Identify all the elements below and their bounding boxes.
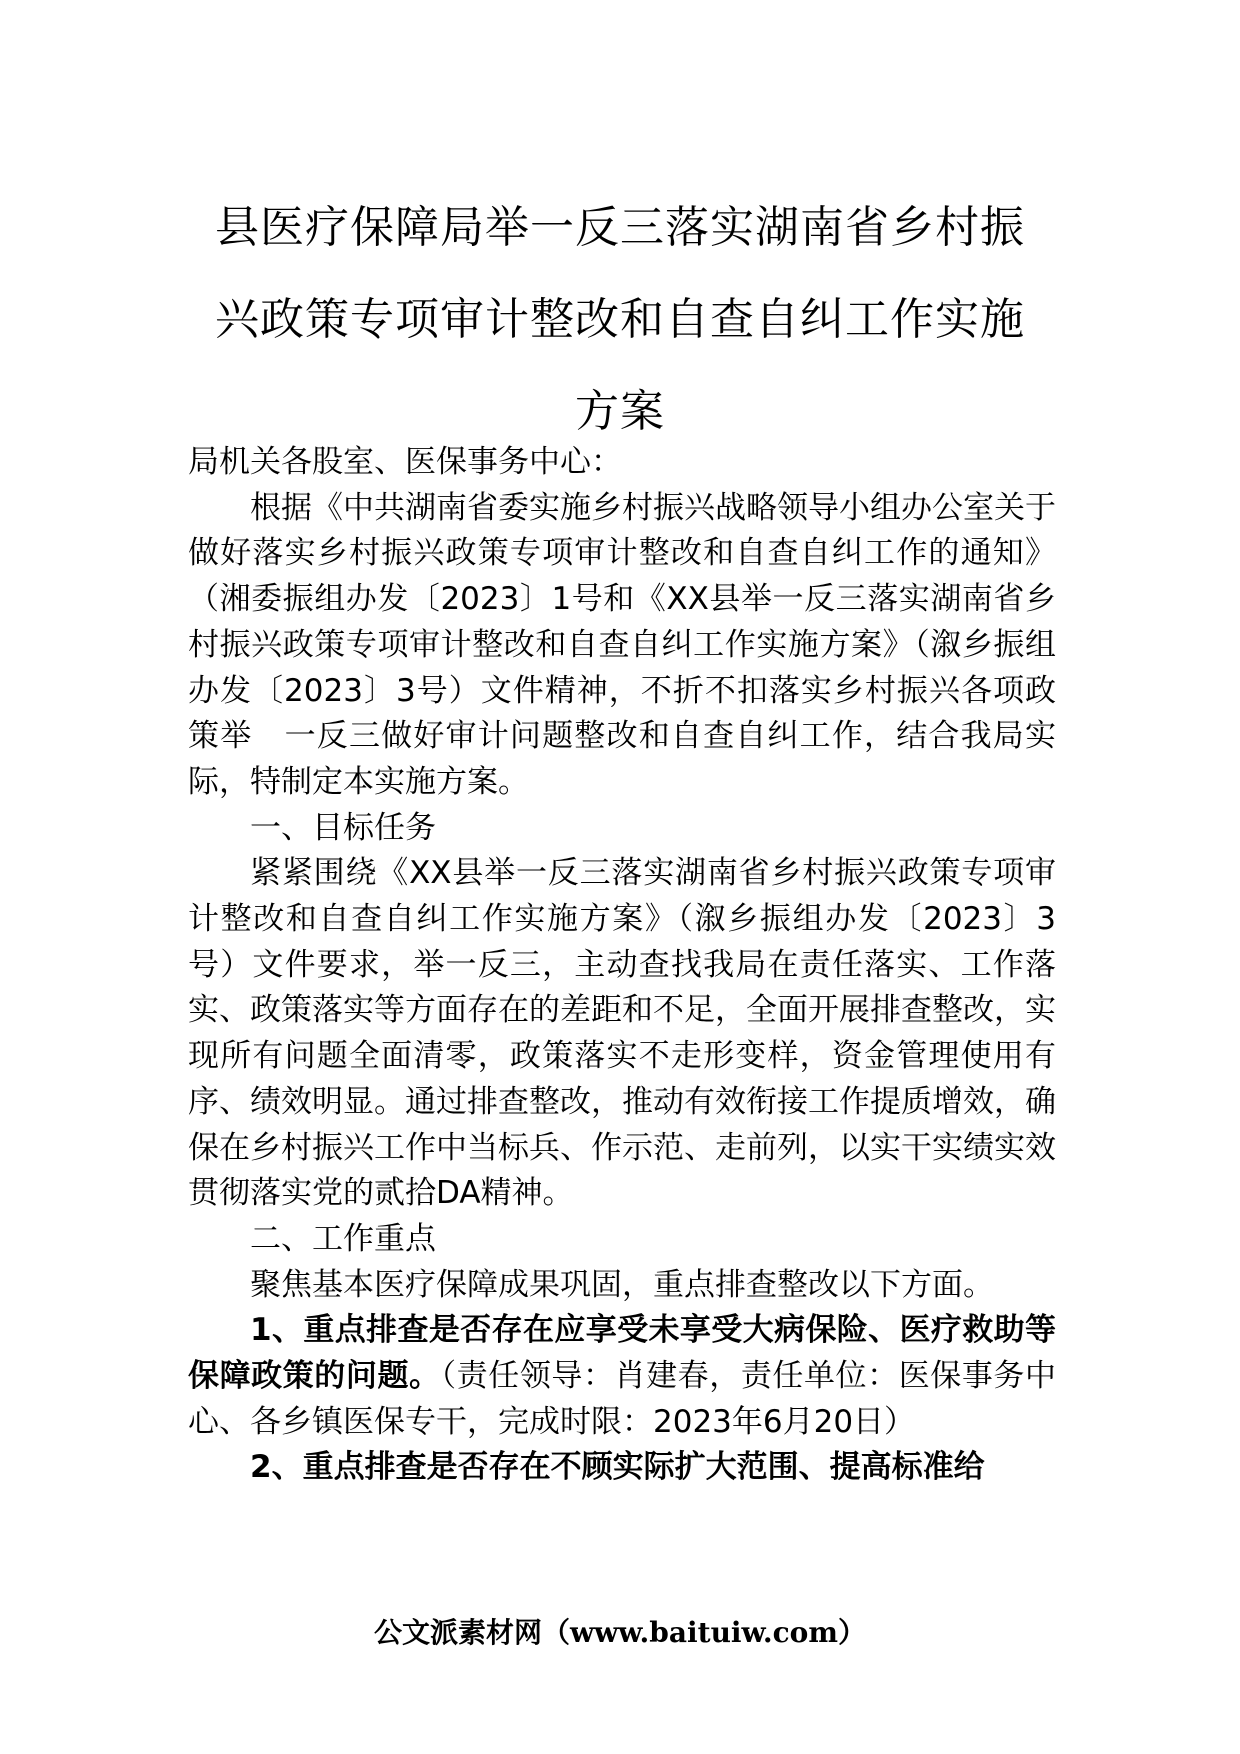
focus-item-1-heading: 1、重点排查是否存在应享受未享受大病保险、医疗救助等保障政策的问题。: [188, 1312, 1056, 1395]
focus-item-1-detail: （责任领导：肖建春，责任单位：医保事务中心、各乡镇医保专干，完成时限：2023年6月20日）: [188, 1358, 1056, 1440]
focus-item-2-heading: 2、重点排查是否存在不顾实际扩大范围、提高标准给: [250, 1449, 985, 1486]
title-line-1: 县医疗保障局举一反三落实湖南省乡村振: [215, 202, 1025, 253]
paragraph-focus-intro: 聚焦基本医疗保障成果巩固，重点排查整改以下方面。: [250, 1266, 994, 1303]
section-heading-focus: 二、工作重点: [250, 1220, 436, 1257]
title-line-2: 兴政策专项审计整改和自查自纠工作实施: [215, 294, 1025, 345]
focus-item-1: [188, 1308, 1056, 1445]
paragraph-goals: 紧紧围绕《XX县举一反三落实湖南省乡村振兴政策专项审计整改和自查自纠工作实施方案》（溆乡振组办发〔2023〕3号）文件要求，举一反三，主动查找我局在责任落实、工作落实、政策落实等方面存在的差距和不足，全面开展排查整改，实现所有问题全面清零，政策落实不走形变样，资金管理使用有序、绩效明显。通过排查整改，推动有效衔接工作提质增效，确保在乡村振兴工作中当标兵、作示范、走前列，以实干实绩实效贯彻落实党的贰拾DA精神。: [188, 855, 1056, 1212]
focus-item-2: [188, 1445, 1056, 1491]
title-line-3: 方案: [575, 386, 665, 437]
paragraph-basis: 根据《中共湖南省委实施乡村振兴战略领导小组办公室关于做好落实乡村振兴政策专项审计整改和自查自纠工作的通知》（湘委振组办发〔2023〕1号和《XX县举一反三落实湖南省乡村振兴政策专项审计整改和自查自纠工作实施方案》（溆乡振组办发〔2023〕3号）文件精神，不折不扣落实乡村振兴各项政策举 一反三做好审计问题整改和自查自纠工作，结合我局实际，特制定本实施方案。: [188, 489, 1056, 800]
salutation: 局机关各股室、医保事务中心：: [188, 444, 622, 480]
document-title: [188, 182, 1052, 458]
document-body: [188, 440, 1056, 1491]
footer-watermark: 公文派素材网（www.baituiw.com）: [374, 1616, 866, 1649]
section-heading-goals: 一、目标任务: [250, 809, 436, 846]
